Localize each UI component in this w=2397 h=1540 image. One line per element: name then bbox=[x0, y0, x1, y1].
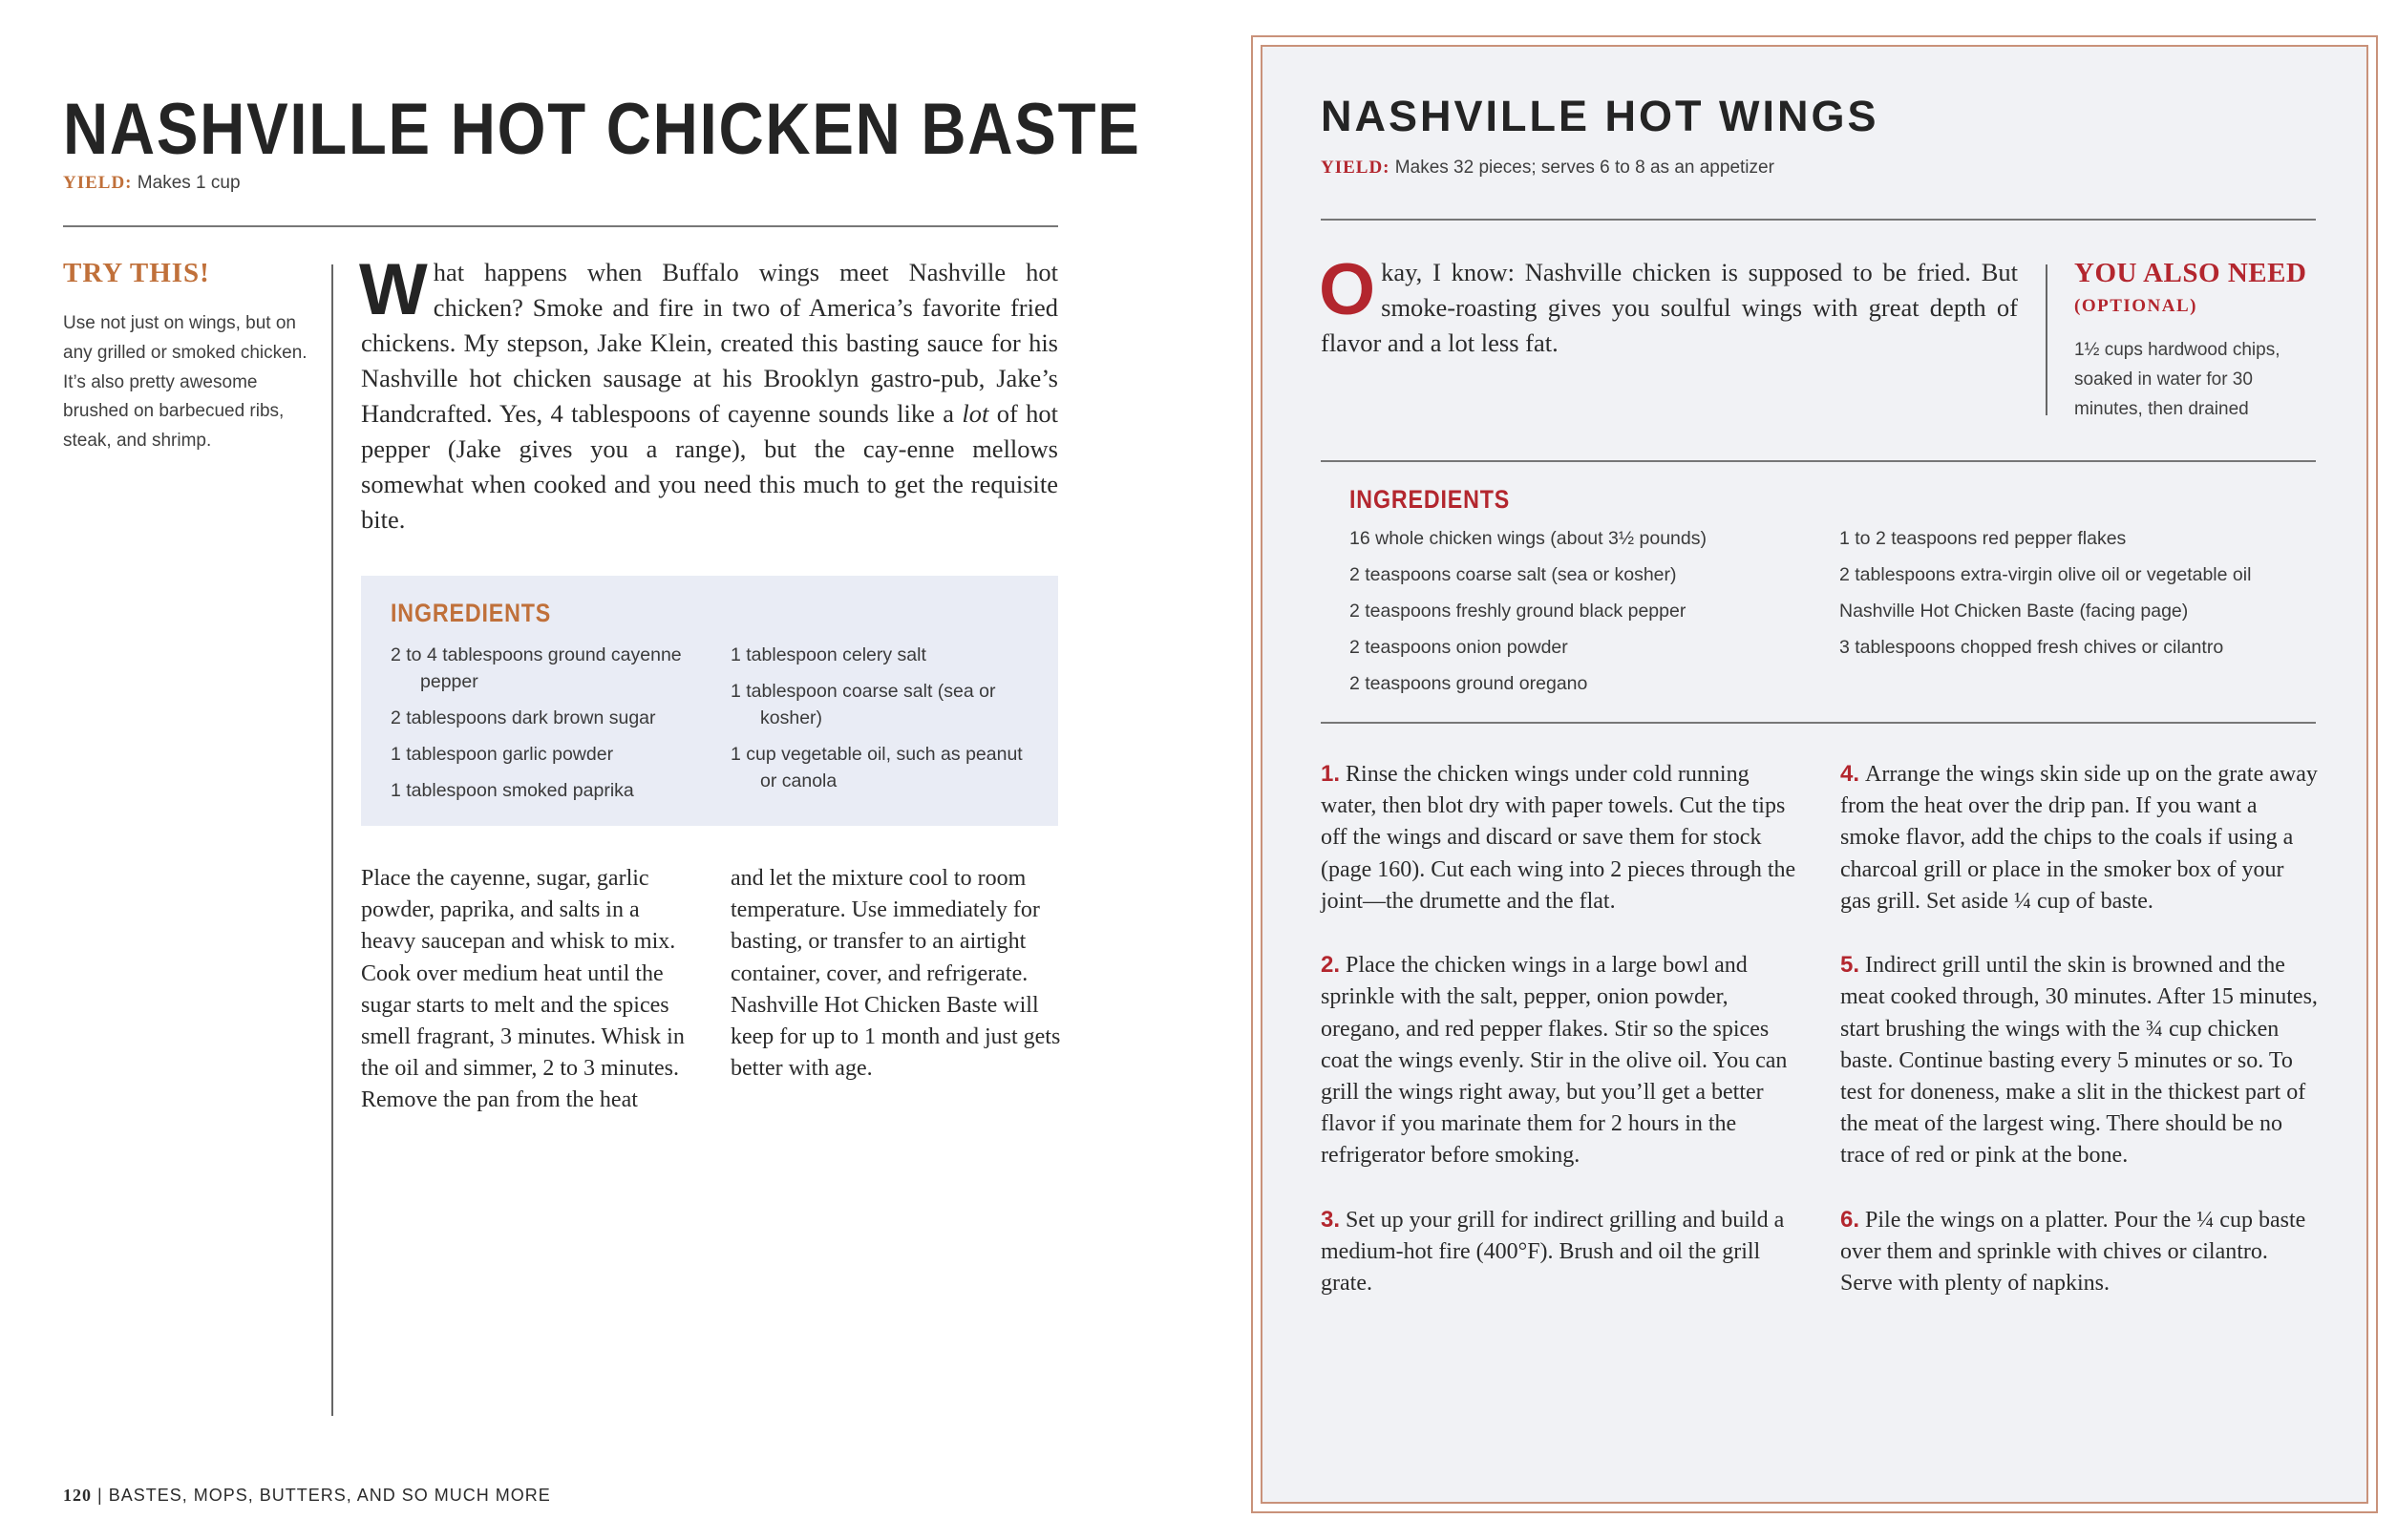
intro-paragraph bbox=[1319, 249, 2018, 361]
ingredient-item: 1 tablespoon garlic powder bbox=[391, 744, 614, 765]
step-number: 4. bbox=[1840, 761, 1860, 787]
ingredient-item: 2 to 4 tablespoons ground cayenne pepper bbox=[391, 644, 682, 692]
left-page bbox=[0, 0, 1184, 1540]
step-item bbox=[1840, 949, 2318, 1171]
ingredient-item: Nashville Hot Chicken Baste (facing page) bbox=[1839, 601, 2189, 622]
ingredient-item: 2 teaspoons freshly ground black pepper bbox=[1349, 601, 1686, 622]
recipe-yield bbox=[1321, 158, 1774, 179]
step-text: Arrange the wings skin side up on the grate away from the heat over the drip pan. If you want a smoke flavor, add the chips to the coals if using a charcoal grill or place in the smoker box of your gas grill. Set aside ¼ cup of baste. bbox=[1840, 762, 2318, 914]
yield-label: YIELD: bbox=[63, 173, 133, 193]
ingredients-column-2 bbox=[1839, 525, 2317, 670]
ingredient-item: 16 whole chicken wings (about 3½ pounds) bbox=[1349, 528, 1707, 549]
recipe-title: NASHVILLE HOT CHICKEN BASTE bbox=[63, 89, 1141, 170]
also-need-subheading: (OPTIONAL) bbox=[2074, 296, 2197, 316]
ingredients-box bbox=[361, 576, 1058, 826]
intro-text: hat happens when Buffalo wings meet Nashville hot chicken? Smoke and fire in two of America’s favorite fried chickens. My stepson, Jake Klein, created this basting sauce for his Nashville hot chicken sausage at his Brooklyn gastro-pub, Jake’s Handcrafted. Yes, 4 tablespoons of cayenne sounds like a bbox=[361, 258, 1058, 428]
recipe-title: NASHVILLE HOT WINGS bbox=[1321, 92, 1879, 140]
method-column-2: and let the mixture cool to room temperature. Use immediately for basting, or transfer to an airtight container, cover, and refrigerate. Nashville Hot Chicken Baste will keep for up to 1 month and just gets better with age. bbox=[731, 866, 1061, 1082]
ingredient-item: 1 tablespoon celery salt bbox=[731, 644, 926, 665]
step-number: 5. bbox=[1840, 952, 1860, 979]
step-item bbox=[1840, 758, 2318, 918]
yield-label: YIELD: bbox=[1321, 158, 1390, 178]
ingredient-item: 2 teaspoons onion powder bbox=[1349, 637, 1568, 658]
method-column-1: Place the cayenne, sugar, garlic powder, paprika, and salts in a heavy saucepan and whisk to mix. Cook over medium heat until the sugar starts to melt and the spices smell fragrant, 3 minutes. Whisk in the oil and simmer, 2 to 3 minutes. Remove the pan from the heat bbox=[361, 866, 685, 1113]
ingredients-column-2 bbox=[731, 642, 1036, 804]
yield-value: Makes 1 cup bbox=[137, 173, 241, 193]
step-text: Pile the wings on a platter. Pour the ¼ cup baste over them and sprinkle with chives or cilantro. Serve with plenty of napkins. bbox=[1840, 1207, 2306, 1297]
steps-column-2 bbox=[1840, 758, 2318, 1332]
ingredient-item: 2 teaspoons ground oregano bbox=[1349, 673, 1588, 694]
ingredient-item: 1 tablespoon coarse salt (sea or kosher) bbox=[731, 681, 996, 728]
ingredient-item: 3 tablespoons chopped fresh chives or cilantro bbox=[1839, 637, 2224, 658]
step-item bbox=[1321, 949, 1798, 1171]
divider bbox=[1321, 219, 2316, 221]
ingredient-item: 2 tablespoons extra-virgin olive oil or vegetable oil bbox=[1839, 564, 2252, 585]
ingredients-column-1 bbox=[391, 642, 706, 813]
divider bbox=[63, 225, 1058, 227]
step-number: 1. bbox=[1321, 761, 1341, 787]
ingredients-heading: INGREDIENTS bbox=[1349, 485, 1511, 514]
ingredient-item: 1 to 2 teaspoons red pepper flakes bbox=[1839, 528, 2127, 549]
intro-paragraph bbox=[359, 249, 1058, 538]
also-need-text: 1½ cups hardwood chips, soaked in water for 30 minutes, then drained bbox=[2074, 340, 2280, 419]
steps-column-1 bbox=[1321, 758, 1798, 1332]
step-item bbox=[1321, 1204, 1798, 1300]
divider bbox=[1321, 460, 2316, 462]
page-number: 120 bbox=[63, 1486, 92, 1505]
ingredient-item: 1 cup vegetable oil, such as peanut or canola bbox=[731, 744, 1023, 791]
also-need-heading: YOU ALSO NEED bbox=[2074, 258, 2307, 288]
step-text: Indirect grill until the skin is browned and the meat cooked through, 30 minutes. After 15 minutes, start brushing the wings with the ¾ cup chicken baste. Continue basting every 5 minutes or so. To test for doneness, make a slit in the thickest part of the meat of the largest wing. There should be no trace of red or pink at the bone. bbox=[1840, 953, 2318, 1169]
ingredient-item: 1 tablespoon smoked paprika bbox=[391, 780, 634, 801]
step-text: Place the chicken wings in a large bowl and sprinkle with the salt, pepper, onion powder, oregano, and red pepper flakes. Stir so the spices coat the wings evenly. Stir in the olive oil. You can grill the wings right away, but you’ll get a better flavor if you marinate them for 2 hours in the refrigerator before smoking. bbox=[1321, 953, 1788, 1169]
step-text: Rinse the chicken wings under cold running water, then blot dry with paper towels. Cut the tips off the wings and discard or save them for stock (page 160). Cut each wing into 2 pieces through the joint—the drumette and the flat. bbox=[1321, 762, 1796, 914]
yield-value: Makes 32 pieces; serves 6 to 8 as an appetizer bbox=[1394, 158, 1774, 178]
ingredient-item: 2 tablespoons dark brown sugar bbox=[391, 707, 656, 728]
drop-cap: O bbox=[1319, 249, 1376, 330]
footer-separator: | bbox=[97, 1486, 103, 1505]
page-footer bbox=[63, 1486, 551, 1506]
intro-italic: lot bbox=[962, 399, 989, 428]
step-item bbox=[1840, 1204, 2318, 1300]
step-number: 2. bbox=[1321, 952, 1341, 979]
drop-cap: W bbox=[359, 249, 428, 330]
ingredient-item: 2 teaspoons coarse salt (sea or kosher) bbox=[1349, 564, 1677, 585]
intro-text: kay, I know: Nashville chicken is supposed to be fried. But smoke-roasting gives you soulful wings with great depth of flavor and a lot less fat. bbox=[1321, 258, 2018, 357]
step-item bbox=[1321, 758, 1798, 918]
recipe-yield bbox=[63, 173, 241, 194]
column-divider bbox=[331, 264, 333, 1416]
step-number: 3. bbox=[1321, 1206, 1341, 1233]
try-this-heading: TRY THIS! bbox=[63, 258, 210, 288]
divider bbox=[1321, 722, 2316, 724]
column-divider bbox=[2046, 264, 2047, 415]
ingredients-heading: INGREDIENTS bbox=[391, 599, 552, 627]
ingredients-column-1 bbox=[1349, 525, 1827, 707]
step-text: Set up your grill for indirect grilling and build a medium-hot fire (400°F). Brush and oil the grill grate. bbox=[1321, 1207, 1785, 1297]
section-name: BASTES, MOPS, BUTTERS, AND SO MUCH MORE bbox=[108, 1486, 551, 1505]
try-this-text: Use not just on wings, but on any grilled or smoked chicken. It’s also pretty awesome brushed on barbecued ribs, steak, and shrimp. bbox=[63, 313, 308, 452]
intro-text-end: of hot pepper (Jake gives you a range), but the cay-enne mellows somewhat when cooked and you need this much to get the requisite bite. bbox=[361, 399, 1058, 534]
step-number: 6. bbox=[1840, 1206, 1860, 1233]
